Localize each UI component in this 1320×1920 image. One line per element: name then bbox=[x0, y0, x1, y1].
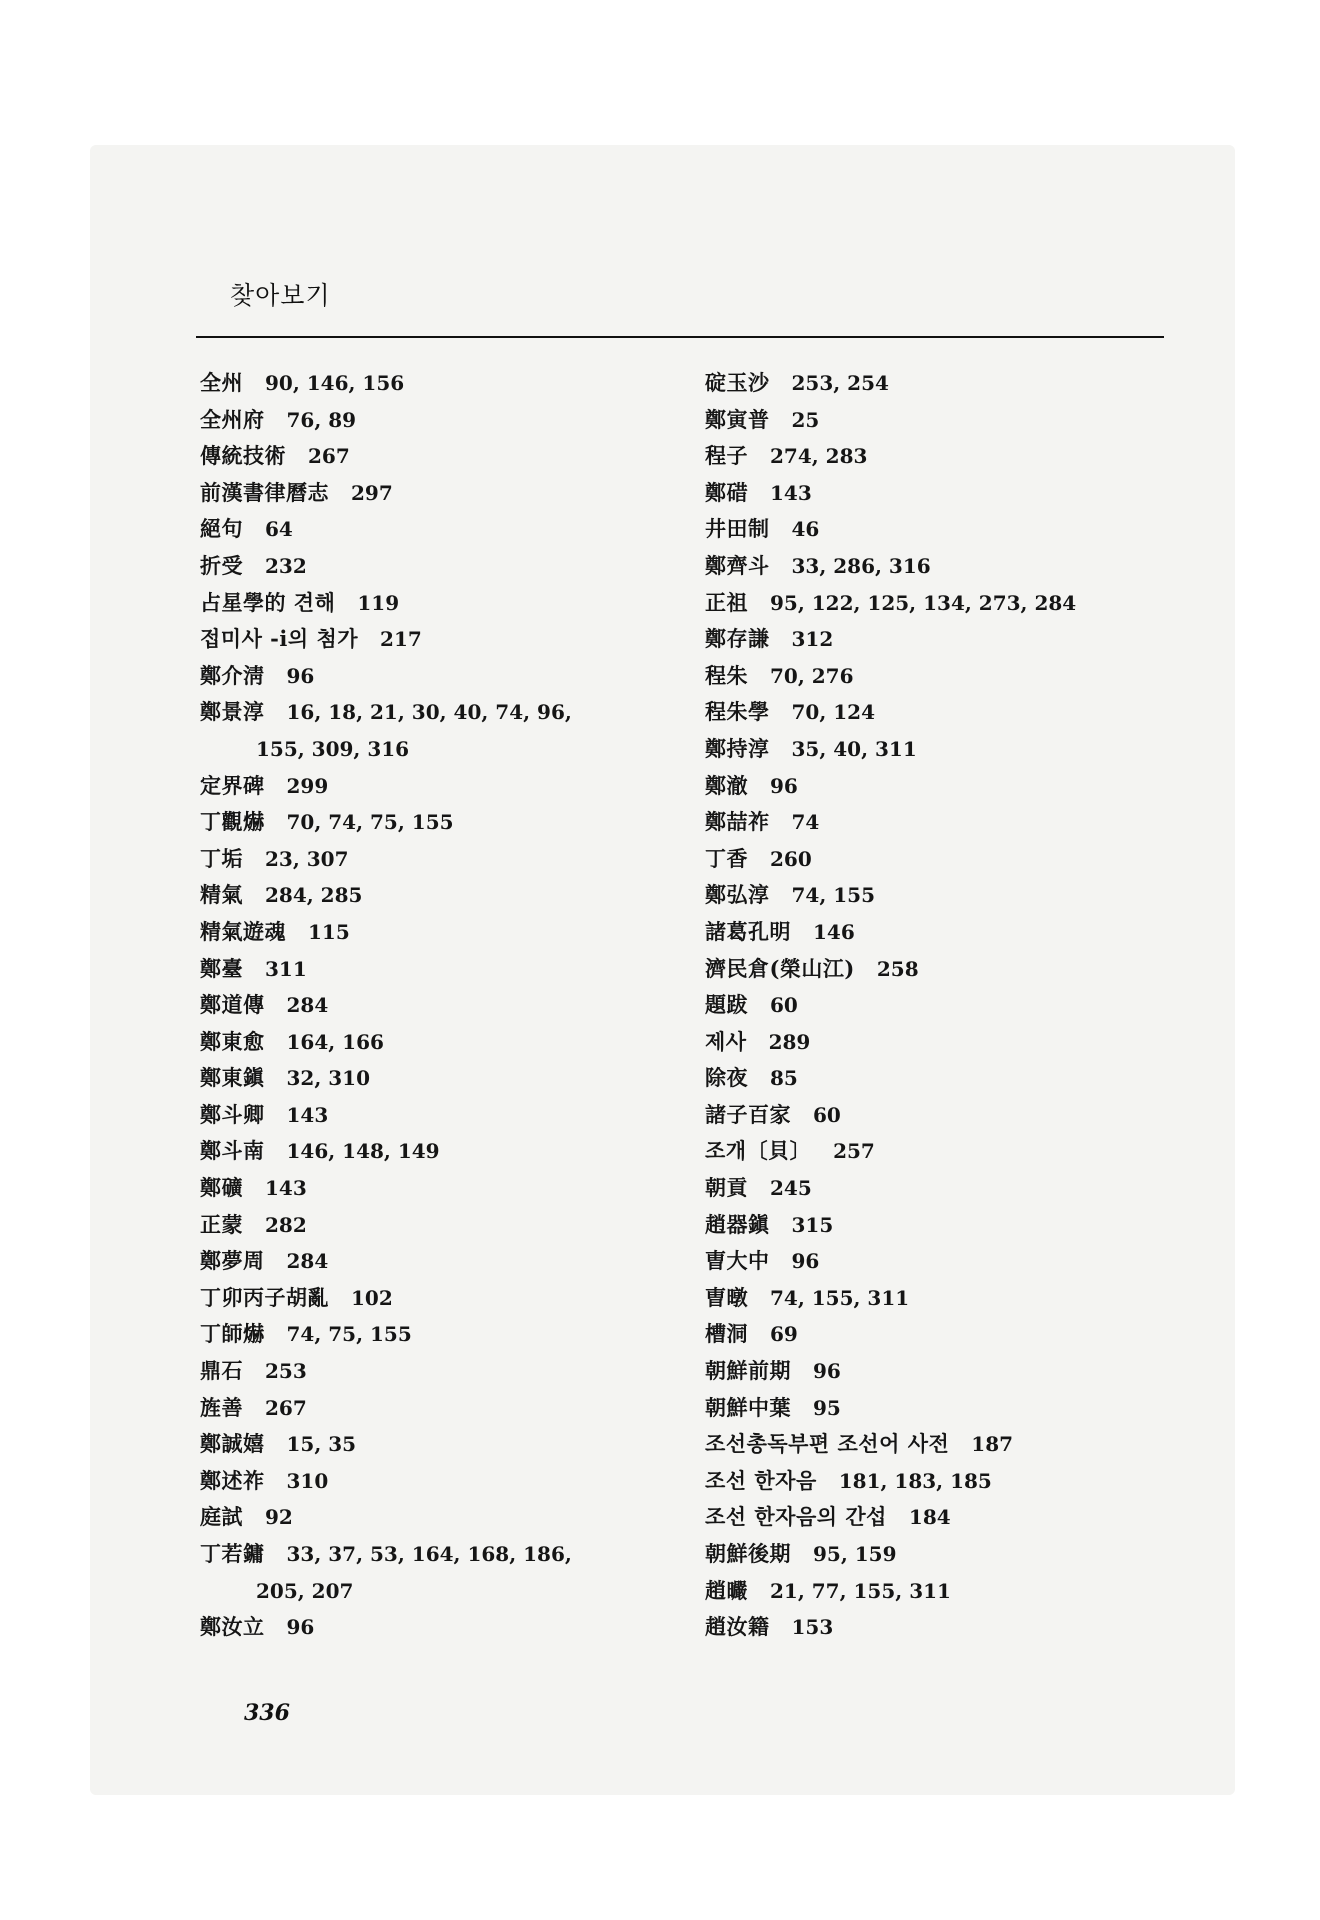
index-entry bbox=[200, 804, 670, 841]
index-entry bbox=[200, 1390, 670, 1427]
index-entry bbox=[705, 1243, 1175, 1280]
index-page-refs: 143 bbox=[265, 1176, 307, 1201]
index-term: 鄭喆祚 bbox=[705, 809, 770, 835]
index-term: 鄭澈 bbox=[705, 772, 748, 798]
index-term: 濟民倉(榮山江) bbox=[705, 955, 855, 981]
index-entry bbox=[200, 951, 670, 988]
index-term: 鄭持淳 bbox=[705, 735, 770, 761]
index-page-refs: 96 bbox=[813, 1359, 841, 1384]
index-page-refs: 95 bbox=[813, 1395, 841, 1420]
index-entry bbox=[200, 658, 670, 695]
index-page-refs: 74, 75, 155 bbox=[286, 1322, 412, 1347]
index-page-refs: 232 bbox=[265, 553, 307, 578]
index-term: 조선 한자음 bbox=[705, 1467, 817, 1493]
index-page-refs: 15, 35 bbox=[286, 1432, 357, 1457]
index-page-refs: 284 bbox=[286, 1249, 329, 1274]
index-term: 鄭汝立 bbox=[200, 1614, 265, 1640]
index-term: 槽洞 bbox=[705, 1321, 748, 1347]
index-entry bbox=[705, 585, 1175, 622]
index-entry bbox=[200, 1463, 670, 1500]
index-page-refs: 146, 148, 149 bbox=[286, 1139, 440, 1164]
index-entry-continuation bbox=[200, 1573, 670, 1610]
index-entry bbox=[705, 658, 1175, 695]
index-entry bbox=[705, 1390, 1175, 1427]
index-term: 鄭寅普 bbox=[705, 406, 770, 432]
index-entry bbox=[200, 914, 670, 951]
index-entry bbox=[705, 402, 1175, 439]
index-page-refs: 96 bbox=[286, 1615, 315, 1640]
index-page-refs: 297 bbox=[351, 480, 393, 505]
index-entry bbox=[705, 621, 1175, 658]
index-page-refs: 74 bbox=[791, 810, 820, 835]
index-page-refs: 245 bbox=[770, 1176, 812, 1201]
index-entry bbox=[200, 585, 670, 622]
index-term: 朝鮮後期 bbox=[705, 1541, 791, 1566]
index-term: 鄭碏 bbox=[705, 479, 748, 505]
index-page-refs: 164, 166 bbox=[286, 1029, 384, 1054]
index-page-refs: 119 bbox=[357, 590, 400, 615]
index-page-refs: 95, 122, 125, 134, 273, 284 bbox=[770, 590, 1077, 615]
index-term: 鄭臺 bbox=[200, 955, 243, 981]
index-term: 조개〔貝〕 bbox=[705, 1138, 812, 1164]
index-page-refs: 284, 285 bbox=[265, 883, 363, 908]
index-term: 鄭誠嬉 bbox=[200, 1431, 265, 1457]
index-term: 丁師爀 bbox=[200, 1321, 265, 1347]
index-page-refs: 143 bbox=[286, 1102, 329, 1127]
index-page-refs: 267 bbox=[265, 1395, 307, 1420]
index-term: 程子 bbox=[705, 443, 748, 469]
index-entry bbox=[705, 877, 1175, 914]
index-page-refs: 258 bbox=[876, 956, 919, 981]
index-term: 鄭東愈 bbox=[200, 1028, 265, 1054]
index-entry bbox=[705, 731, 1175, 768]
index-entry bbox=[200, 1536, 670, 1573]
index-term: 諸子百家 bbox=[705, 1101, 791, 1127]
index-page-refs: 90, 146, 156 bbox=[265, 371, 405, 395]
index-page-refs: 315 bbox=[791, 1212, 834, 1237]
index-term: 鼎石 bbox=[200, 1358, 243, 1384]
index-page-refs: 60 bbox=[770, 993, 798, 1018]
index-page-refs: 32, 310 bbox=[286, 1066, 371, 1091]
index-page-refs: 260 bbox=[770, 846, 812, 871]
index-entry bbox=[705, 548, 1175, 585]
index-term: 鄭東鎭 bbox=[200, 1065, 265, 1091]
index-entry bbox=[705, 841, 1175, 878]
index-entry bbox=[705, 768, 1175, 805]
index-term: 旌善 bbox=[200, 1394, 243, 1420]
index-term: 題跋 bbox=[705, 992, 748, 1018]
index-page-refs: 74, 155 bbox=[791, 883, 876, 908]
index-entry bbox=[200, 768, 670, 805]
index-entry bbox=[705, 1097, 1175, 1134]
index-term: 庭試 bbox=[200, 1504, 243, 1530]
index-term: 鄭道傳 bbox=[200, 992, 265, 1018]
index-page-refs: 76, 89 bbox=[286, 407, 357, 432]
index-entry bbox=[705, 1024, 1175, 1061]
index-term: 鄭弘淳 bbox=[705, 882, 770, 908]
index-page-refs: 253, 254 bbox=[791, 371, 889, 395]
index-term: 조선총독부편 조선어 사전 bbox=[705, 1431, 950, 1457]
index-entry bbox=[200, 1280, 670, 1317]
index-page-refs: 46 bbox=[791, 517, 820, 542]
index-term: 鄭景淳 bbox=[200, 699, 265, 725]
index-page-refs: 217 bbox=[380, 627, 422, 652]
index-term: 鄭介淸 bbox=[200, 662, 265, 688]
index-term: 제사 bbox=[705, 1028, 747, 1054]
index-term: 조선 한자음의 간섭 bbox=[705, 1504, 887, 1530]
index-entry bbox=[200, 365, 670, 402]
index-entry bbox=[200, 511, 670, 548]
index-term: 鄭存謙 bbox=[705, 626, 770, 652]
index-entry bbox=[705, 987, 1175, 1024]
index-entry bbox=[200, 438, 670, 475]
index-term: 程朱 bbox=[705, 662, 748, 688]
index-page-refs: 70, 124 bbox=[791, 700, 876, 725]
index-entry bbox=[705, 1316, 1175, 1353]
index-term: 占星學的 견해 bbox=[200, 589, 336, 615]
index-page-refs: 85 bbox=[770, 1066, 798, 1091]
index-entry bbox=[200, 1024, 670, 1061]
index-page-refs: 143 bbox=[770, 480, 812, 505]
page-number: 336 bbox=[244, 1700, 290, 1726]
index-entry bbox=[200, 1426, 670, 1463]
index-entry bbox=[200, 1499, 670, 1536]
index-term: 丁卯丙子胡亂 bbox=[200, 1284, 329, 1310]
index-entry-continuation bbox=[200, 731, 670, 768]
index-page-refs: 284 bbox=[286, 993, 329, 1018]
index-term: 碇玉沙 bbox=[705, 370, 770, 395]
index-page-refs: 60 bbox=[813, 1102, 841, 1127]
index-term: 趙器鎭 bbox=[705, 1211, 770, 1237]
index-page-refs: 312 bbox=[791, 627, 834, 652]
index-page-refs: 95, 159 bbox=[813, 1542, 897, 1566]
index-entry bbox=[200, 402, 670, 439]
index-page-refs: 96 bbox=[791, 1249, 820, 1274]
index-term: 前漢書律曆志 bbox=[200, 479, 329, 505]
index-entry bbox=[705, 804, 1175, 841]
index-entry bbox=[705, 951, 1175, 988]
index-entry bbox=[705, 1207, 1175, 1244]
index-entry bbox=[200, 1207, 670, 1244]
index-term: 鄭齊斗 bbox=[705, 552, 770, 578]
index-term: 井田制 bbox=[705, 516, 770, 542]
index-page-refs: 299 bbox=[286, 773, 329, 798]
index-page-refs: 96 bbox=[770, 773, 798, 798]
index-page-refs: 205, 207 bbox=[256, 1578, 354, 1603]
index-term: 鄭述祚 bbox=[200, 1467, 265, 1493]
index-term: 丁觀爀 bbox=[200, 809, 265, 835]
index-entry bbox=[705, 511, 1175, 548]
index-page-refs: 267 bbox=[308, 444, 350, 469]
index-page-refs: 33, 286, 316 bbox=[791, 553, 931, 578]
index-page-refs: 282 bbox=[265, 1212, 307, 1237]
index-term: 丁垢 bbox=[200, 845, 243, 871]
index-entry bbox=[200, 1316, 670, 1353]
index-entry bbox=[200, 1353, 670, 1390]
index-entry bbox=[200, 1097, 670, 1134]
index-term: 除夜 bbox=[705, 1065, 748, 1091]
index-term: 程朱學 bbox=[705, 699, 770, 725]
index-term: 曺大中 bbox=[705, 1248, 770, 1274]
index-entry bbox=[705, 1280, 1175, 1317]
index-entry bbox=[705, 1609, 1175, 1646]
index-page-refs: 115 bbox=[308, 919, 350, 944]
index-entry bbox=[705, 1499, 1175, 1536]
index-term: 曺暾 bbox=[705, 1284, 748, 1310]
page-header-title: 찾아보기 bbox=[230, 281, 331, 310]
index-entry bbox=[705, 365, 1175, 402]
index-term: 全州 bbox=[200, 370, 243, 395]
index-page-refs: 146 bbox=[813, 919, 855, 944]
index-page-refs: 181, 183, 185 bbox=[838, 1468, 992, 1493]
index-page-refs: 70, 74, 75, 155 bbox=[286, 810, 454, 835]
index-term: 正祖 bbox=[705, 589, 748, 615]
index-page-refs: 187 bbox=[971, 1432, 1014, 1457]
index-term: 精氣遊魂 bbox=[200, 918, 286, 944]
index-page-refs: 253 bbox=[265, 1359, 307, 1384]
index-page-refs: 69 bbox=[770, 1322, 798, 1347]
index-entry bbox=[705, 1463, 1175, 1500]
index-entry bbox=[705, 1060, 1175, 1097]
index-term: 傳統技術 bbox=[200, 443, 286, 469]
index-column-right bbox=[705, 365, 1175, 1646]
index-entry bbox=[705, 1353, 1175, 1390]
index-term: 全州府 bbox=[200, 406, 265, 432]
index-page-refs: 16, 18, 21, 30, 40, 74, 96, bbox=[286, 700, 572, 725]
index-term: 絕句 bbox=[200, 516, 243, 542]
index-page-refs: 102 bbox=[351, 1285, 393, 1310]
index-term: 丁香 bbox=[705, 845, 748, 871]
index-entry bbox=[705, 438, 1175, 475]
index-term: 趙汝籍 bbox=[705, 1614, 770, 1640]
index-entry bbox=[200, 1133, 670, 1170]
index-term: 趙曮 bbox=[705, 1577, 748, 1603]
index-entry bbox=[705, 1426, 1175, 1463]
index-page-refs: 70, 276 bbox=[770, 663, 854, 688]
index-term: 鄭夢周 bbox=[200, 1248, 265, 1274]
index-entry bbox=[200, 841, 670, 878]
index-page-refs: 311 bbox=[265, 956, 307, 981]
index-page-refs: 21, 77, 155, 311 bbox=[770, 1578, 951, 1603]
index-entry bbox=[705, 475, 1175, 512]
index-term: 定界碑 bbox=[200, 772, 265, 798]
index-entry bbox=[200, 987, 670, 1024]
index-term: 朝鮮前期 bbox=[705, 1358, 791, 1384]
index-term: 折受 bbox=[200, 552, 243, 578]
index-entry bbox=[200, 548, 670, 585]
index-entry bbox=[200, 1609, 670, 1646]
index-term: 丁若鏞 bbox=[200, 1541, 265, 1566]
index-entry bbox=[200, 1170, 670, 1207]
index-page-refs: 310 bbox=[286, 1468, 329, 1493]
index-term: 鄭礦 bbox=[200, 1175, 243, 1201]
index-column-left bbox=[200, 365, 670, 1646]
index-entry bbox=[705, 694, 1175, 731]
index-entry bbox=[705, 1536, 1175, 1573]
index-entry bbox=[200, 877, 670, 914]
index-page-refs: 289 bbox=[768, 1029, 811, 1054]
index-page-refs: 184 bbox=[908, 1505, 951, 1530]
index-page-refs: 25 bbox=[791, 407, 820, 432]
index-term: 正蒙 bbox=[200, 1211, 243, 1237]
index-page-refs: 257 bbox=[833, 1139, 875, 1164]
index-page-refs: 64 bbox=[265, 517, 293, 542]
index-term: 朝鮮中葉 bbox=[705, 1394, 791, 1420]
index-entry bbox=[200, 1243, 670, 1280]
index-entry bbox=[705, 1133, 1175, 1170]
index-entry bbox=[705, 914, 1175, 951]
index-page-refs: 23, 307 bbox=[265, 846, 349, 871]
index-page-refs: 74, 155, 311 bbox=[770, 1285, 910, 1310]
index-page-refs: 35, 40, 311 bbox=[791, 736, 917, 761]
index-page-refs: 155, 309, 316 bbox=[256, 736, 410, 761]
index-term: 精氣 bbox=[200, 882, 243, 908]
index-term: 접미사 -i의 첨가 bbox=[200, 626, 359, 652]
header-rule bbox=[196, 336, 1164, 338]
index-entry bbox=[705, 1170, 1175, 1207]
index-page-refs: 92 bbox=[265, 1505, 293, 1530]
index-term: 鄭斗卿 bbox=[200, 1101, 265, 1127]
index-page-refs: 153 bbox=[791, 1615, 834, 1640]
index-entry bbox=[705, 1573, 1175, 1610]
index-page-refs: 33, 37, 53, 164, 168, 186, bbox=[286, 1542, 572, 1566]
index-page-refs: 96 bbox=[286, 663, 315, 688]
index-entry bbox=[200, 475, 670, 512]
index-term: 鄭斗南 bbox=[200, 1138, 265, 1164]
index-term: 諸葛孔明 bbox=[705, 918, 791, 944]
index-entry bbox=[200, 621, 670, 658]
index-term: 朝貢 bbox=[705, 1175, 748, 1201]
index-entry bbox=[200, 694, 670, 731]
index-entry bbox=[200, 1060, 670, 1097]
index-page-refs: 274, 283 bbox=[770, 444, 868, 469]
